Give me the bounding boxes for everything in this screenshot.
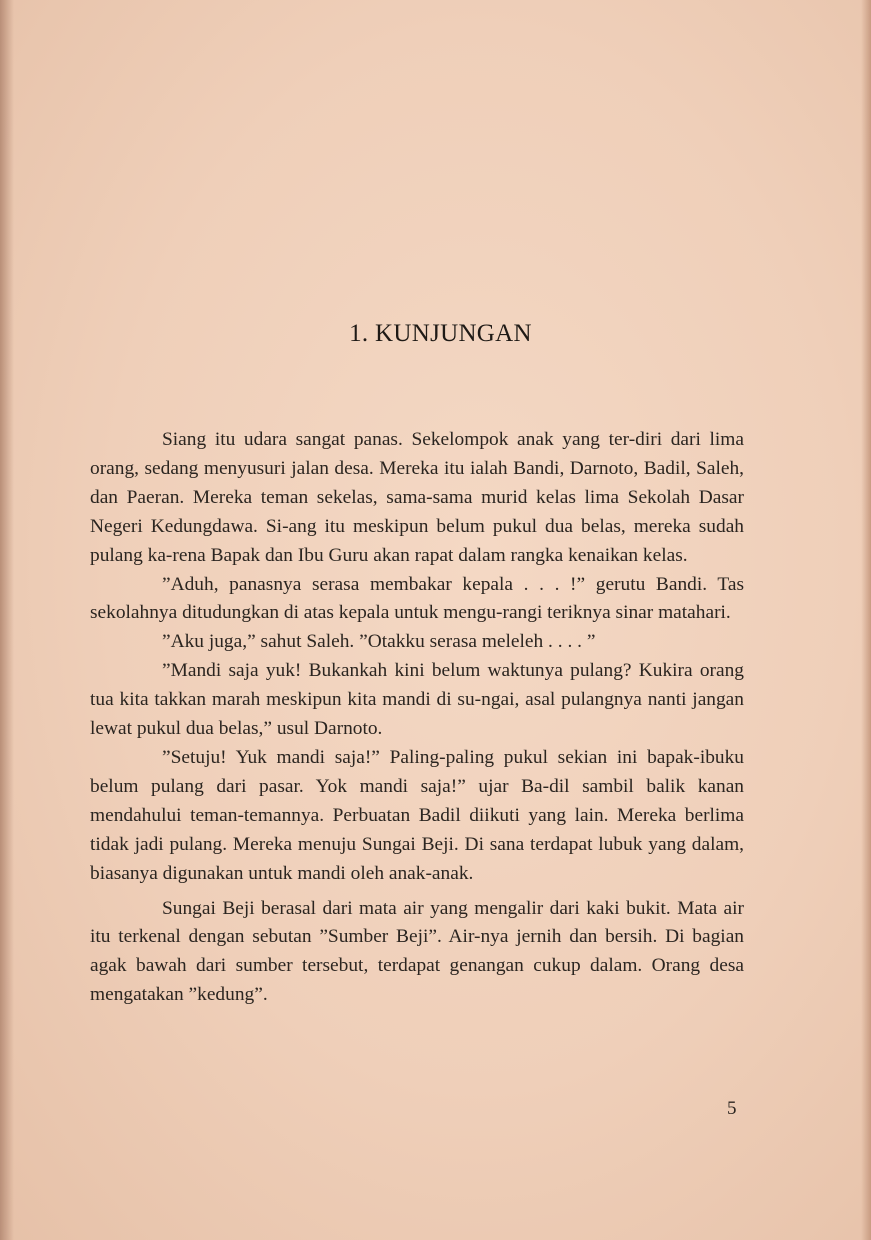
paragraph: ”Mandi saja yuk! Bukankah kini belum waktunya pulang? Kukira orang tua kita takkan marah meskipun kita mandi di su-ngai, asal pulangnya nanti jangan lewat pukul dua belas,” usul Darnoto. xyxy=(90,660,744,740)
paragraph: ”Aku juga,” sahut Saleh. ”Otakku serasa meleleh . . . . ” xyxy=(162,631,596,653)
chapter-title: 1. KUNJUNGAN xyxy=(349,320,532,347)
paragraph: Siang itu udara sangat panas. Sekelompok anak yang ter-diri dari lima orang, sedang menyusuri jalan desa. Mereka itu ialah Bandi, Darnoto, Badil, Saleh, dan Paeran. Mereka teman sekelas, sama-sama murid kelas lima Sekolah Dasar Negeri Kedungdawa. Si-ang itu meskipun belum pukul dua belas, mereka sudah pulang ka-rena Bapak dan Ibu Guru akan rapat dalam rangka kenaikan kelas. xyxy=(90,429,744,566)
page-number: 5 xyxy=(727,1098,737,1119)
body-text xyxy=(90,426,744,1010)
page-right-edge xyxy=(861,0,871,1240)
paragraph: ”Aduh, panasnya serasa membakar kepala . . . !” gerutu Bandi. Tas sekolahnya ditudungkan di atas kepala untuk mengu-rangi teriknya sinar matahari. xyxy=(90,573,744,624)
paragraph: ”Setuju! Yuk mandi saja!” Paling-paling pukul sekian ini bapak-ibuku belum pulang dari pasar. Yok mandi saja!” ujar Ba-dil sambil balik kanan mendahului teman-temannya. Perbuatan Badil diikuti yang lain. Mereka berlima tidak jadi pulang. Mereka menuju Sungai Beji. Di sana terdapat lubuk yang dalam, biasanya digunakan untuk mandi oleh anak-anak. xyxy=(90,746,744,884)
page-left-edge xyxy=(0,0,14,1240)
paragraph: Sungai Beji berasal dari mata air yang mengalir dari kaki bukit. Mata air itu terkenal dengan sebutan ”Sumber Beji”. Air-nya jernih dan bersih. Di bagian agak bawah dari sumber tersebut, terdapat genangan cukup dalam. Orang desa mengatakan ”kedung”. xyxy=(90,897,744,1006)
